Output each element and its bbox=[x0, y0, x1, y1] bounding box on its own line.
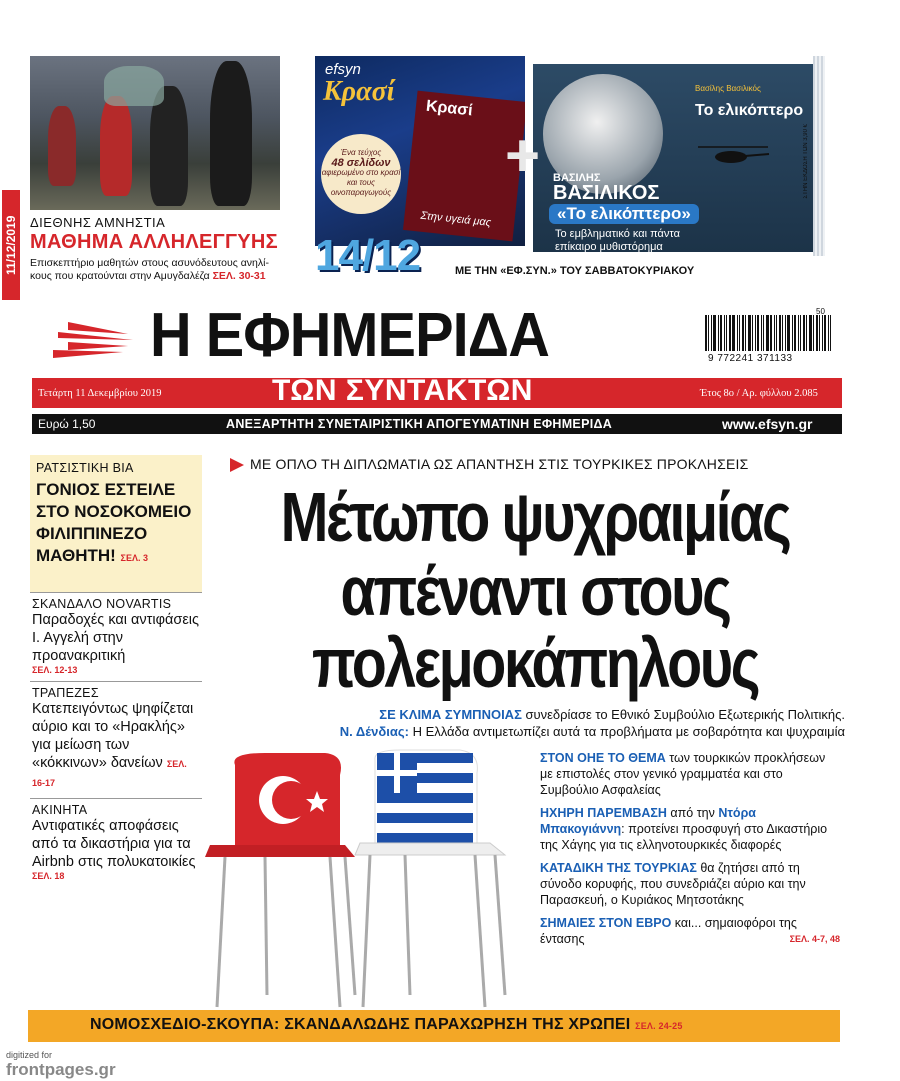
barcode-bar bbox=[830, 315, 831, 351]
barcode-bar bbox=[776, 315, 777, 351]
side-date: 11/12/2019 bbox=[4, 215, 18, 275]
book-title: Το ελικόπτερο bbox=[695, 102, 804, 119]
main-headline-line2[interactable]: απέναντι στους bbox=[340, 552, 730, 630]
barcode-bar bbox=[752, 315, 753, 351]
barcode-bar bbox=[748, 315, 751, 351]
barcode-bar bbox=[742, 315, 744, 351]
promo-krasi: Κρασί bbox=[323, 76, 395, 107]
flag-chairs-illustration bbox=[205, 745, 525, 1010]
main-kicker: ΜΕ ΟΠΛΟ ΤΗ ΔΙΠΛΩΜΑΤΙΑ ΩΣ ΑΠΑΝΤΗΣΗ ΣΤΙΣ ΤΟΥΡΚΙΚΕΣ ΠΡΟΚΛΗΣΕΙΣ bbox=[250, 456, 749, 472]
main-lead bbox=[225, 706, 845, 740]
barcode-bar bbox=[763, 315, 764, 351]
promo-with: ΜΕ ΤΗΝ «ΕΦ.ΣΥΝ.» ΤΟΥ ΣΑΒΒΑΤΟΚΥΡΙΑΚΟΥ bbox=[455, 265, 695, 277]
right-story-highlight: ΣΗΜΑΙΕΣ ΣΤΟΝ ΕΒΡΟ bbox=[540, 916, 672, 930]
book-desc-1: Το εμβληματικό και πάντα bbox=[555, 228, 680, 240]
helicopter-icon bbox=[693, 144, 773, 166]
barcode-bar bbox=[724, 315, 725, 351]
seal-line3: αφιερωμένο στο κρασί και τους οινοπαραγωγούς bbox=[321, 168, 401, 197]
barcode-bar bbox=[739, 315, 740, 351]
left-story-kicker: ΤΡΑΠΕΖΕΣ bbox=[32, 686, 99, 700]
lead-2-highlight: Ν. Δένδιας: bbox=[339, 724, 409, 739]
barcode-bar bbox=[785, 315, 786, 351]
promo-left-body: Επισκεπτήριο μαθητών στους ασυνόδευτους ανηλί-κους που κρατούνται στην Αμυγδαλέζα bbox=[30, 257, 269, 282]
left-story-kicker: ΑΚΙΝΗΤΑ bbox=[32, 803, 88, 817]
barcode-bar bbox=[800, 315, 801, 351]
masthead-subtitle: ΤΩΝ ΣΥΝΤΑΚΤΩΝ bbox=[272, 374, 533, 407]
barcode-bar bbox=[819, 315, 820, 351]
right-story-highlight: ΣΤΟΝ ΟΗΕ ΤΟ ΘΕΜΑ bbox=[540, 751, 666, 765]
barcode-bar bbox=[806, 315, 807, 351]
footer-page: ΣΕΛ. 24-25 bbox=[635, 1021, 683, 1031]
footer-headline[interactable] bbox=[90, 1016, 683, 1034]
left-story-realestate[interactable] bbox=[30, 799, 202, 887]
barcode-bar bbox=[828, 315, 829, 351]
barcode-bar bbox=[745, 315, 746, 351]
pen-logo-icon bbox=[28, 316, 138, 364]
side-date-tab bbox=[2, 190, 20, 300]
credit-site[interactable]: frontpages.gr bbox=[6, 1060, 116, 1079]
barcode-bar bbox=[732, 315, 735, 351]
barcode-bar bbox=[708, 315, 709, 351]
right-story-text: των τουρκικών προκλήσεων με επιστολές στον γενικό γραμματέα και στο Συμβούλιο Ασφαλείας bbox=[540, 751, 826, 797]
barcode-bar bbox=[711, 315, 712, 351]
footer-headline-text: ΝΟΜΟΣΧΕΔΙΟ-ΣΚΟΥΠΑ: ΣΚΑΝΔΑΛΩΔΗΣ ΠΑΡΑΧΩΡΗΣΗ ΤΗΣ ΧΡΩΠΕΙ bbox=[90, 1016, 631, 1033]
masthead-price: Ευρώ 1,50 bbox=[38, 417, 96, 431]
barcode-bar bbox=[737, 315, 738, 351]
promo-left-text bbox=[30, 257, 280, 283]
left-story-kicker: ΡΑΤΣΙΣΤΙΚΗ ΒΙΑ bbox=[36, 461, 134, 475]
promo-left-title[interactable]: ΜΑΘΗΜΑ ΑΛΛΗΛΕΓΓΥΗΣ bbox=[30, 231, 278, 253]
right-story-condemnation[interactable] bbox=[540, 860, 840, 908]
barcode-bar bbox=[726, 315, 727, 351]
right-story-intervention[interactable] bbox=[540, 805, 840, 853]
book-author-last: ΒΑΣΙΛΙΚΟΣ bbox=[553, 182, 660, 204]
right-story-text-2: : προτείνει προσφυγή στο Δικαστήριο της Χάγης για τις ελληνοτουρκικές διαφορές bbox=[540, 822, 828, 852]
barcode-number: 9 772241 371133 bbox=[708, 353, 793, 364]
left-story-page: ΣΕΛ. 16-17 bbox=[32, 759, 187, 788]
barcode-bar bbox=[792, 315, 793, 351]
left-story-headline: Αντιφατικές αποφάσεις από τα δικαστήρια για τα Airbnb στις πολυκατοικίες bbox=[32, 818, 196, 870]
book-price: ΣΤΗΝ ΕΚΔΟΣΗ ΤΩΝ 3,90 € bbox=[803, 124, 809, 199]
lead-1-text: συνεδρίασε το Εθνικό Συμβούλιο Εξωτερικής Πολιτικής. bbox=[521, 707, 845, 722]
masthead-issue: Έτος 8ο / Αρ. φύλλου 2.085 bbox=[700, 388, 818, 399]
book-cover bbox=[533, 64, 823, 252]
left-column bbox=[30, 455, 202, 887]
masthead-website[interactable]: www.efsyn.gr bbox=[722, 416, 813, 432]
promo-box[interactable] bbox=[315, 56, 823, 278]
barcode bbox=[705, 315, 835, 351]
right-story-text: από την bbox=[666, 806, 719, 820]
barcode-bar bbox=[761, 315, 762, 351]
left-story-page: ΣΕΛ. 12-13 bbox=[32, 665, 78, 675]
kicker-arrow-icon bbox=[230, 458, 244, 472]
masthead-title[interactable]: Η ΕΦΗΜΕΡΙΔΑ bbox=[150, 301, 549, 370]
barcode-bar bbox=[779, 315, 781, 351]
barcode-bar bbox=[766, 315, 769, 351]
left-story-headline bbox=[32, 700, 202, 792]
right-story-highlight-2: Ντόρα Μπακογιάννη bbox=[540, 806, 756, 836]
barcode-bar bbox=[809, 315, 812, 351]
barcode-bar bbox=[794, 315, 796, 351]
barcode-issue: 50 bbox=[816, 307, 825, 316]
barcode-bar bbox=[770, 315, 772, 351]
left-story-kicker: ΣΚΑΝΔΑΛΟ NOVARTIS bbox=[32, 597, 172, 611]
seal-line1: Ένα τεύχος bbox=[340, 148, 382, 157]
barcode-bar bbox=[824, 315, 826, 351]
left-story-novartis[interactable] bbox=[30, 593, 202, 682]
left-story-racism[interactable] bbox=[30, 455, 202, 593]
barcode-bar bbox=[813, 315, 814, 351]
right-story-highlight: ΗΧΗΡΗ ΠΑΡΕΜΒΑΣΗ bbox=[540, 806, 667, 820]
barcode-bar bbox=[798, 315, 799, 351]
children-photo bbox=[30, 56, 280, 210]
masthead-date: Τετάρτη 11 Δεκεμβρίου 2019 bbox=[38, 388, 162, 399]
left-story-page: ΣΕΛ. 3 bbox=[120, 553, 148, 563]
magazine-cover-sub: Στην υγειά μας bbox=[419, 209, 492, 229]
lead-1-highlight: ΣΕ ΚΛΙΜΑ ΣΥΜΠΝΟΙΑΣ bbox=[379, 707, 522, 722]
right-story-flags[interactable] bbox=[540, 915, 840, 947]
promo-left-kicker: ΔΙΕΘΝΗΣ ΑΜΝΗΣΤΙΑ bbox=[30, 215, 166, 230]
barcode-bar bbox=[822, 315, 823, 351]
seal-line2: 48 σελίδων bbox=[331, 157, 391, 169]
book-name-badge: «Το ελικόπτερο» bbox=[549, 204, 699, 224]
promo-left-page: ΣΕΛ. 30-31 bbox=[212, 270, 266, 282]
lead-line-2 bbox=[225, 723, 845, 740]
left-story-headline-text: Κατεπειγόντως ψηφίζεται αύριο και το «Ηρακλής» για μείωση των «κόκκινων» δανείων bbox=[32, 701, 194, 771]
wine-magazine bbox=[315, 56, 525, 246]
barcode-bar bbox=[787, 315, 790, 351]
barcode-bar bbox=[729, 315, 731, 351]
left-story-banks[interactable] bbox=[30, 682, 202, 799]
book-desc-2: επίκαιρο μυθιστόρημα bbox=[555, 241, 663, 252]
barcode-bar bbox=[803, 315, 805, 351]
right-column bbox=[540, 750, 840, 954]
book-author-first: ΒΑΣΙΛΗΣ bbox=[553, 172, 601, 184]
right-story-un[interactable] bbox=[540, 750, 840, 798]
barcode-bar bbox=[757, 315, 759, 351]
book-description bbox=[555, 228, 680, 252]
left-story-headline-text: ΓΟΝΙΟΣ ΕΣΤΕΙΛΕ ΣΤΟ ΝΟΣΟΚΟΜΕΙΟ ΦΙΛΙΠΠΙΝΕΖΟ ΜΑΘΗΤΗ! bbox=[36, 480, 192, 565]
lead-2-text: Η Ελλάδα αντιμετωπίζει αυτά τα προβλήματα με σοβαρότητα και ψυχραιμία bbox=[408, 724, 845, 739]
barcode-bar bbox=[782, 315, 783, 351]
barcode-bar bbox=[720, 315, 722, 351]
credit-digitized: digitized for bbox=[6, 1050, 53, 1060]
plus-icon: + bbox=[505, 122, 541, 189]
magazine-cover-title: Κρασί bbox=[425, 97, 474, 120]
promo-seal bbox=[321, 134, 401, 214]
barcode-bar bbox=[774, 315, 775, 351]
barcode-bar bbox=[755, 315, 756, 351]
left-story-headline: Παραδοχές και αντιφάσεις Ι. Αγγελή στην προανακριτική bbox=[32, 612, 200, 664]
left-story-page: ΣΕΛ. 18 bbox=[32, 871, 65, 881]
main-headline-line1[interactable]: Μέτωπο ψυχραιμίας bbox=[280, 478, 790, 556]
book-author-small: Βασίλης Βασιλικός bbox=[695, 84, 761, 93]
barcode-bar bbox=[718, 315, 719, 351]
right-story-text: και... σημαιοφόροι της έντασης bbox=[540, 916, 797, 946]
right-story-page: ΣΕΛ. 4-7, 48 bbox=[789, 934, 840, 944]
main-headline-line3[interactable]: πολεμοκάπηλους bbox=[311, 624, 759, 702]
right-story-highlight: ΚΑΤΑΔΙΚΗ ΤΗΣ ΤΟΥΡΚΙΑΣ bbox=[540, 861, 697, 875]
lead-line-1 bbox=[225, 706, 845, 723]
promo-date: 14/12 bbox=[315, 231, 421, 280]
barcode-bar bbox=[705, 315, 707, 351]
book-pages bbox=[813, 56, 825, 256]
barcode-bar bbox=[713, 315, 716, 351]
barcode-bar bbox=[816, 315, 818, 351]
left-story-headline bbox=[36, 479, 198, 569]
masthead-tagline: ΑΝΕΞΑΡΤΗΤΗ ΣΥΝΕΤΑΙΡΙΣΤΙΚΗ ΑΠΟΓΕΥΜΑΤΙΝΗ ΕΦΗΜΕΡΙΔΑ bbox=[226, 417, 613, 431]
right-story-text: θα ζητήσει από τη σύνοδο κορυφής, που συνεδριάζει αύριο και την Παρασκευή, ο Κυριάκος Μητσοτάκης bbox=[540, 861, 806, 907]
promo-efsyn: efsyn bbox=[325, 61, 361, 78]
